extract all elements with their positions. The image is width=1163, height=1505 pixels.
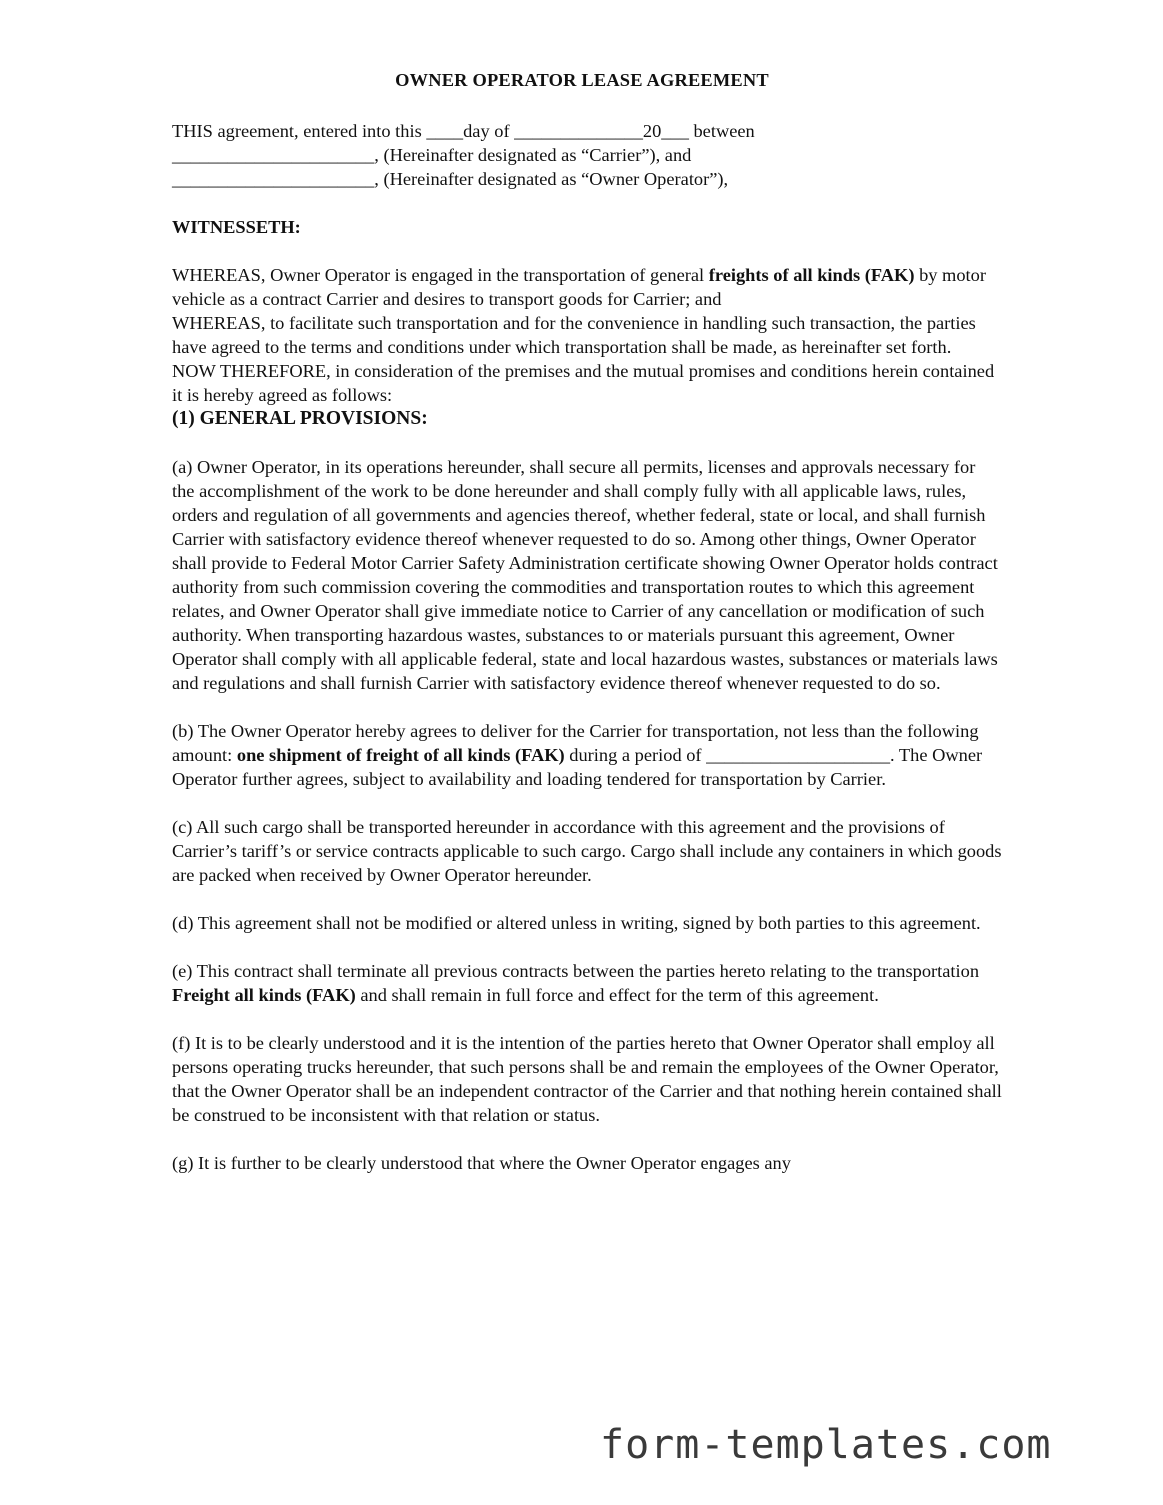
whereas-clause-2: WHEREAS, to facilitate such transportation and for the convenience in handling such transaction, the parties have agreed to the terms and conditions under which transportation shall be made, as hereinafter set forth. bbox=[172, 313, 976, 357]
document-title: OWNER OPERATOR LEASE AGREEMENT bbox=[395, 70, 769, 90]
paragraph-a: (a) Owner Operator, in its operations hereunder, shall secure all permits, licenses and approvals necessary for the accomplishment of the work to be done hereunder and shall comply fully with all applicable laws, rules, orders and regulation of all governments and agencies thereof, whether federal, state or local, and shall furnish Carrier with satisfactory evidence thereof whenever requested to do so. Among other things, Owner Operator shall provide to Federal Motor Carrier Safety Administration certificate showing Owner Operator holds contract authority from such commission covering the commodities and transportation routes to which this agreement relates, and Owner Operator shall give immediate notice to Carrier of any cancellation or modification of such authority. When transporting hazardous wastes, substances to or materials pursuant this agreement, Owner Operator shall comply with all applicable federal, state and local hazardous wastes, substances or materials laws and regulations and shall furnish Carrier with satisfactory evidence thereof whenever requested to do so. bbox=[172, 457, 998, 693]
intro-line: ______________________, (Hereinafter designated as “Owner Operator”), bbox=[172, 169, 729, 189]
intro-line: THIS agreement, entered into this ____day of ______________20___ between bbox=[172, 121, 755, 141]
witnesseth-heading: WITNESSETH: bbox=[172, 217, 301, 237]
paragraph-c: (c) All such cargo shall be transported hereunder in accordance with this agreement and the provisions of Carrier’s tariff’s or service contracts applicable to such cargo. Cargo shall include any containers in which goods are packed when received by Owner Operator hereunder. bbox=[172, 817, 1002, 885]
document-page bbox=[172, 68, 1002, 1175]
paragraph-e: (e) This contract shall terminate all previous contracts between the parties hereto relating to the transportation Freight all kinds (FAK) and shall remain in full force and effect for the term of this agreement. bbox=[172, 961, 980, 1005]
paragraph-d: (d) This agreement shall not be modified or altered unless in writing, signed by both parties to this agreement. bbox=[172, 913, 981, 933]
paragraph-g: (g) It is further to be clearly understood that where the Owner Operator engages any bbox=[172, 1153, 791, 1173]
intro-block bbox=[172, 119, 1002, 191]
paragraph-f: (f) It is to be clearly understood and it is the intention of the parties hereto that Owner Operator shall employ all persons operating trucks hereunder, that such persons shall be and remain the employees of the Owner Operator, that the Owner Operator shall be an independent contractor of the Carrier and that nothing herein contained shall be construed to be inconsistent with that relation or status. bbox=[172, 1033, 1002, 1125]
now-therefore-clause: NOW THEREFORE, in consideration of the premises and the mutual promises and conditions herein contained it is hereby agreed as follows: bbox=[172, 361, 995, 405]
watermark-text: form-templates.com bbox=[600, 1422, 1052, 1468]
paragraph-b: (b) The Owner Operator hereby agrees to deliver for the Carrier for transportation, not less than the following amount: one shipment of freight of all kinds (FAK) during a period of ____________________. The Owner Operator further agrees, subject to availability and loading tendered for transportation by Carrier. bbox=[172, 721, 983, 789]
whereas-clause-1: WHEREAS, Owner Operator is engaged in the transportation of general freights of all kinds (FAK) by motor vehicle as a contract Carrier and desires to transport goods for Carrier; and bbox=[172, 265, 986, 309]
section-heading-general-provisions: (1) GENERAL PROVISIONS: bbox=[172, 408, 428, 429]
intro-line: ______________________, (Hereinafter designated as “Carrier”), and bbox=[172, 145, 692, 165]
